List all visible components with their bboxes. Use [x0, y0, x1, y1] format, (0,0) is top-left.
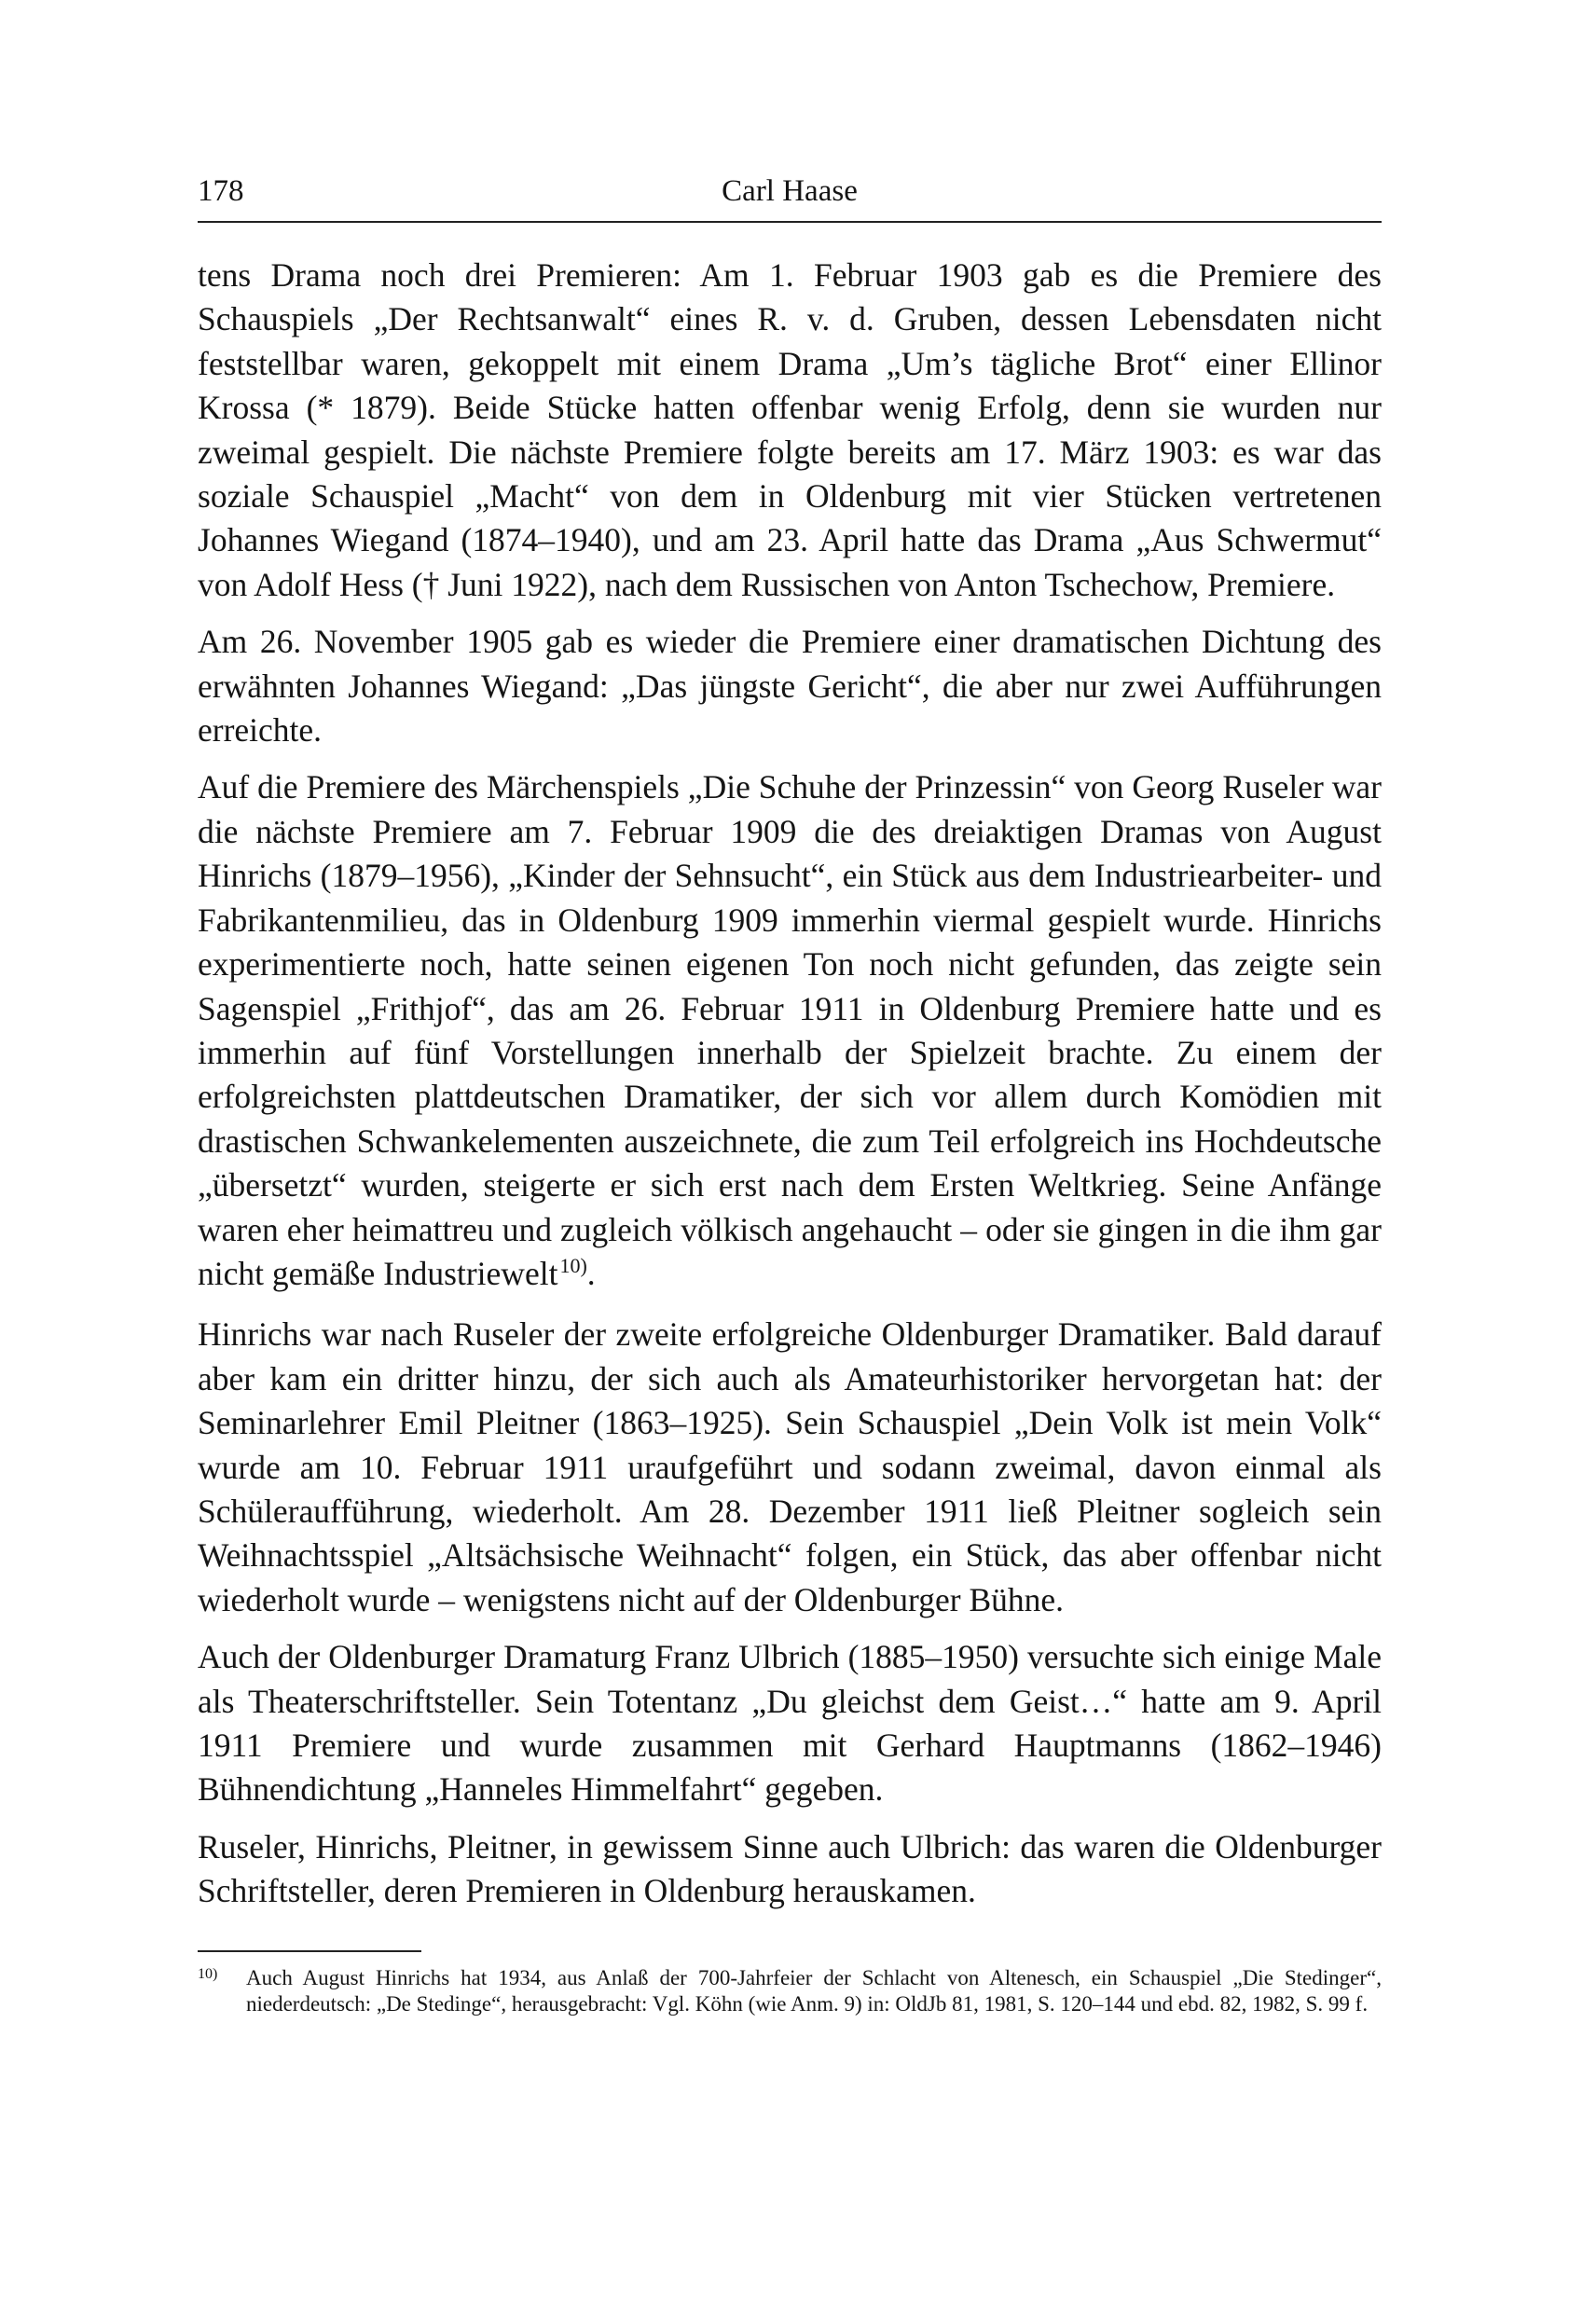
- paragraph: Am 26. November 1905 gab es wieder die Premiere einer dramatischen Dichtung des erwähnten Johannes Wiegand: „Das jüngste Gericht“, die aber nur zwei Aufführungen erreichte.: [198, 623, 1382, 750]
- running-head: Carl Haase: [722, 174, 858, 208]
- header-rule: [198, 221, 1382, 223]
- footnote-number: 10): [198, 1966, 218, 1982]
- paragraph: Hinrichs war nach Ruseler der zweite erfolgreiche Oldenburger Dramatiker. Bald darauf aber kam ein dritter hinzu, der sich auch als Amateurhistoriker hervorgetan hat: der Seminarlehrer Emil Pleitner (1863–1925). Sein Schauspiel „Dein Volk ist mein Volk“ wurde am 10. Februar 1911 uraufgeführt und sodann zweimal, davon einmal als Schüleraufführung, wiederholt. Am 28. Dezember 1911 ließ Pleitner sogleich sein Weihnachtsspiel „Altsächsische Weihnacht“ folgen, ein Stück, das aber offenbar nicht wiederholt wurde – wenigstens nicht auf der Oldenburger Bühne.: [198, 1315, 1382, 1618]
- footnote-text: Auch August Hinrichs hat 1934, aus Anlaß der 700-Jahrfeier der Schlacht von Altenesch, ein Schauspiel „Die Stedinger“, niederdeutsch: „De Stedinge“, herausgebracht: Vgl. Köhn (wie Anm. 9) in: OldJb 81, 1981, S. 120–144 und ebd. 82, 1982, S. 99 f.: [246, 1966, 1382, 2016]
- sentence-end: .: [586, 1254, 596, 1292]
- footnote: [198, 1965, 1382, 2017]
- paragraph: Ruseler, Hinrichs, Pleitner, in gewissem Sinne auch Ulbrich: das waren die Oldenburger Schriftsteller, deren Premieren in Oldenburg herauskamen.: [198, 1827, 1382, 1910]
- footnote-reference[interactable]: 10): [559, 1253, 587, 1277]
- footnote-rule: [198, 1950, 421, 1952]
- main-text: [198, 254, 1382, 1927]
- paragraph: Auch der Oldenburger Dramaturg Franz Ulbrich (1885–1950) versuchte sich einige Male als Theaterschriftsteller. Sein Totentanz „Du gleichst dem Geist…“ hatte am 9. April 1911 Premiere und wurde zusammen mit Gerhard Hauptmanns (1862–1946) Bühnendichtung „Hanneles Himmelfahrt“ gegeben.: [198, 1638, 1382, 1809]
- paragraph-with-footnote: [198, 765, 1382, 1300]
- paragraph-text: Auf die Premiere des Märchenspiels „Die Schuhe der Prinzessin“ von Georg Ruseler war die nächste Premiere am 7. Februar 1909 die des dreiaktigen Dramas von August Hinrichs (1879–1956), „Kinder der Sehnsucht“, ein Stück aus dem Industriearbeiter- und Fabrikantenmilieu, das in Oldenburg 1909 immerhin viermal gespielt wurde. Hinrichs experimentierte noch, hatte seinen eigenen Ton noch nicht gefunden, das zeigte sein Sagenspiel „Frithjof“, das am 26. Februar 1911 in Oldenburg Premiere hatte und es immerhin auf fünf Vorstellungen innerhalb der Spielzeit brachte. Zu einem der erfolgreichsten plattdeutschen Dramatiker, der sich vor allem durch Komödien mit drastischen Schwankelementen auszeichnete, die zum Teil erfolgreich ins Hochdeutsche „übersetzt“ wurden, steigerte er sich erst nach dem Ersten Weltkrieg. Seine Anfänge waren eher heimattreu und zugleich völkisch angehaucht – oder sie gingen in die ihm gar nicht gemäße Industriewelt: [198, 768, 1382, 1292]
- page-number: 178: [198, 174, 244, 208]
- paragraph: tens Drama noch drei Premieren: Am 1. Februar 1903 gab es die Premiere des Schauspiels „Der Rechtsanwalt“ eines R. v. d. Gruben, dessen Lebensdaten nicht feststellbar waren, gekoppelt mit einem Drama „Um’s tägliche Brot“ einer Ellinor Krossa (* 1879). Beide Stücke hatten offenbar wenig Erfolg, denn sie wurden nur zweimal gespielt. Die nächste Premiere folgte bereits am 17. März 1903: es war das soziale Schauspiel „Macht“ von dem in Oldenburg mit vier Stücken vertretenen Johannes Wiegand (1874–1940), und am 23. April hatte das Drama „Aus Schwermut“ von Adolf Hess († Juni 1922), nach dem Russischen von Anton Tschechow, Premiere.: [198, 256, 1382, 603]
- page-header: [198, 168, 1382, 224]
